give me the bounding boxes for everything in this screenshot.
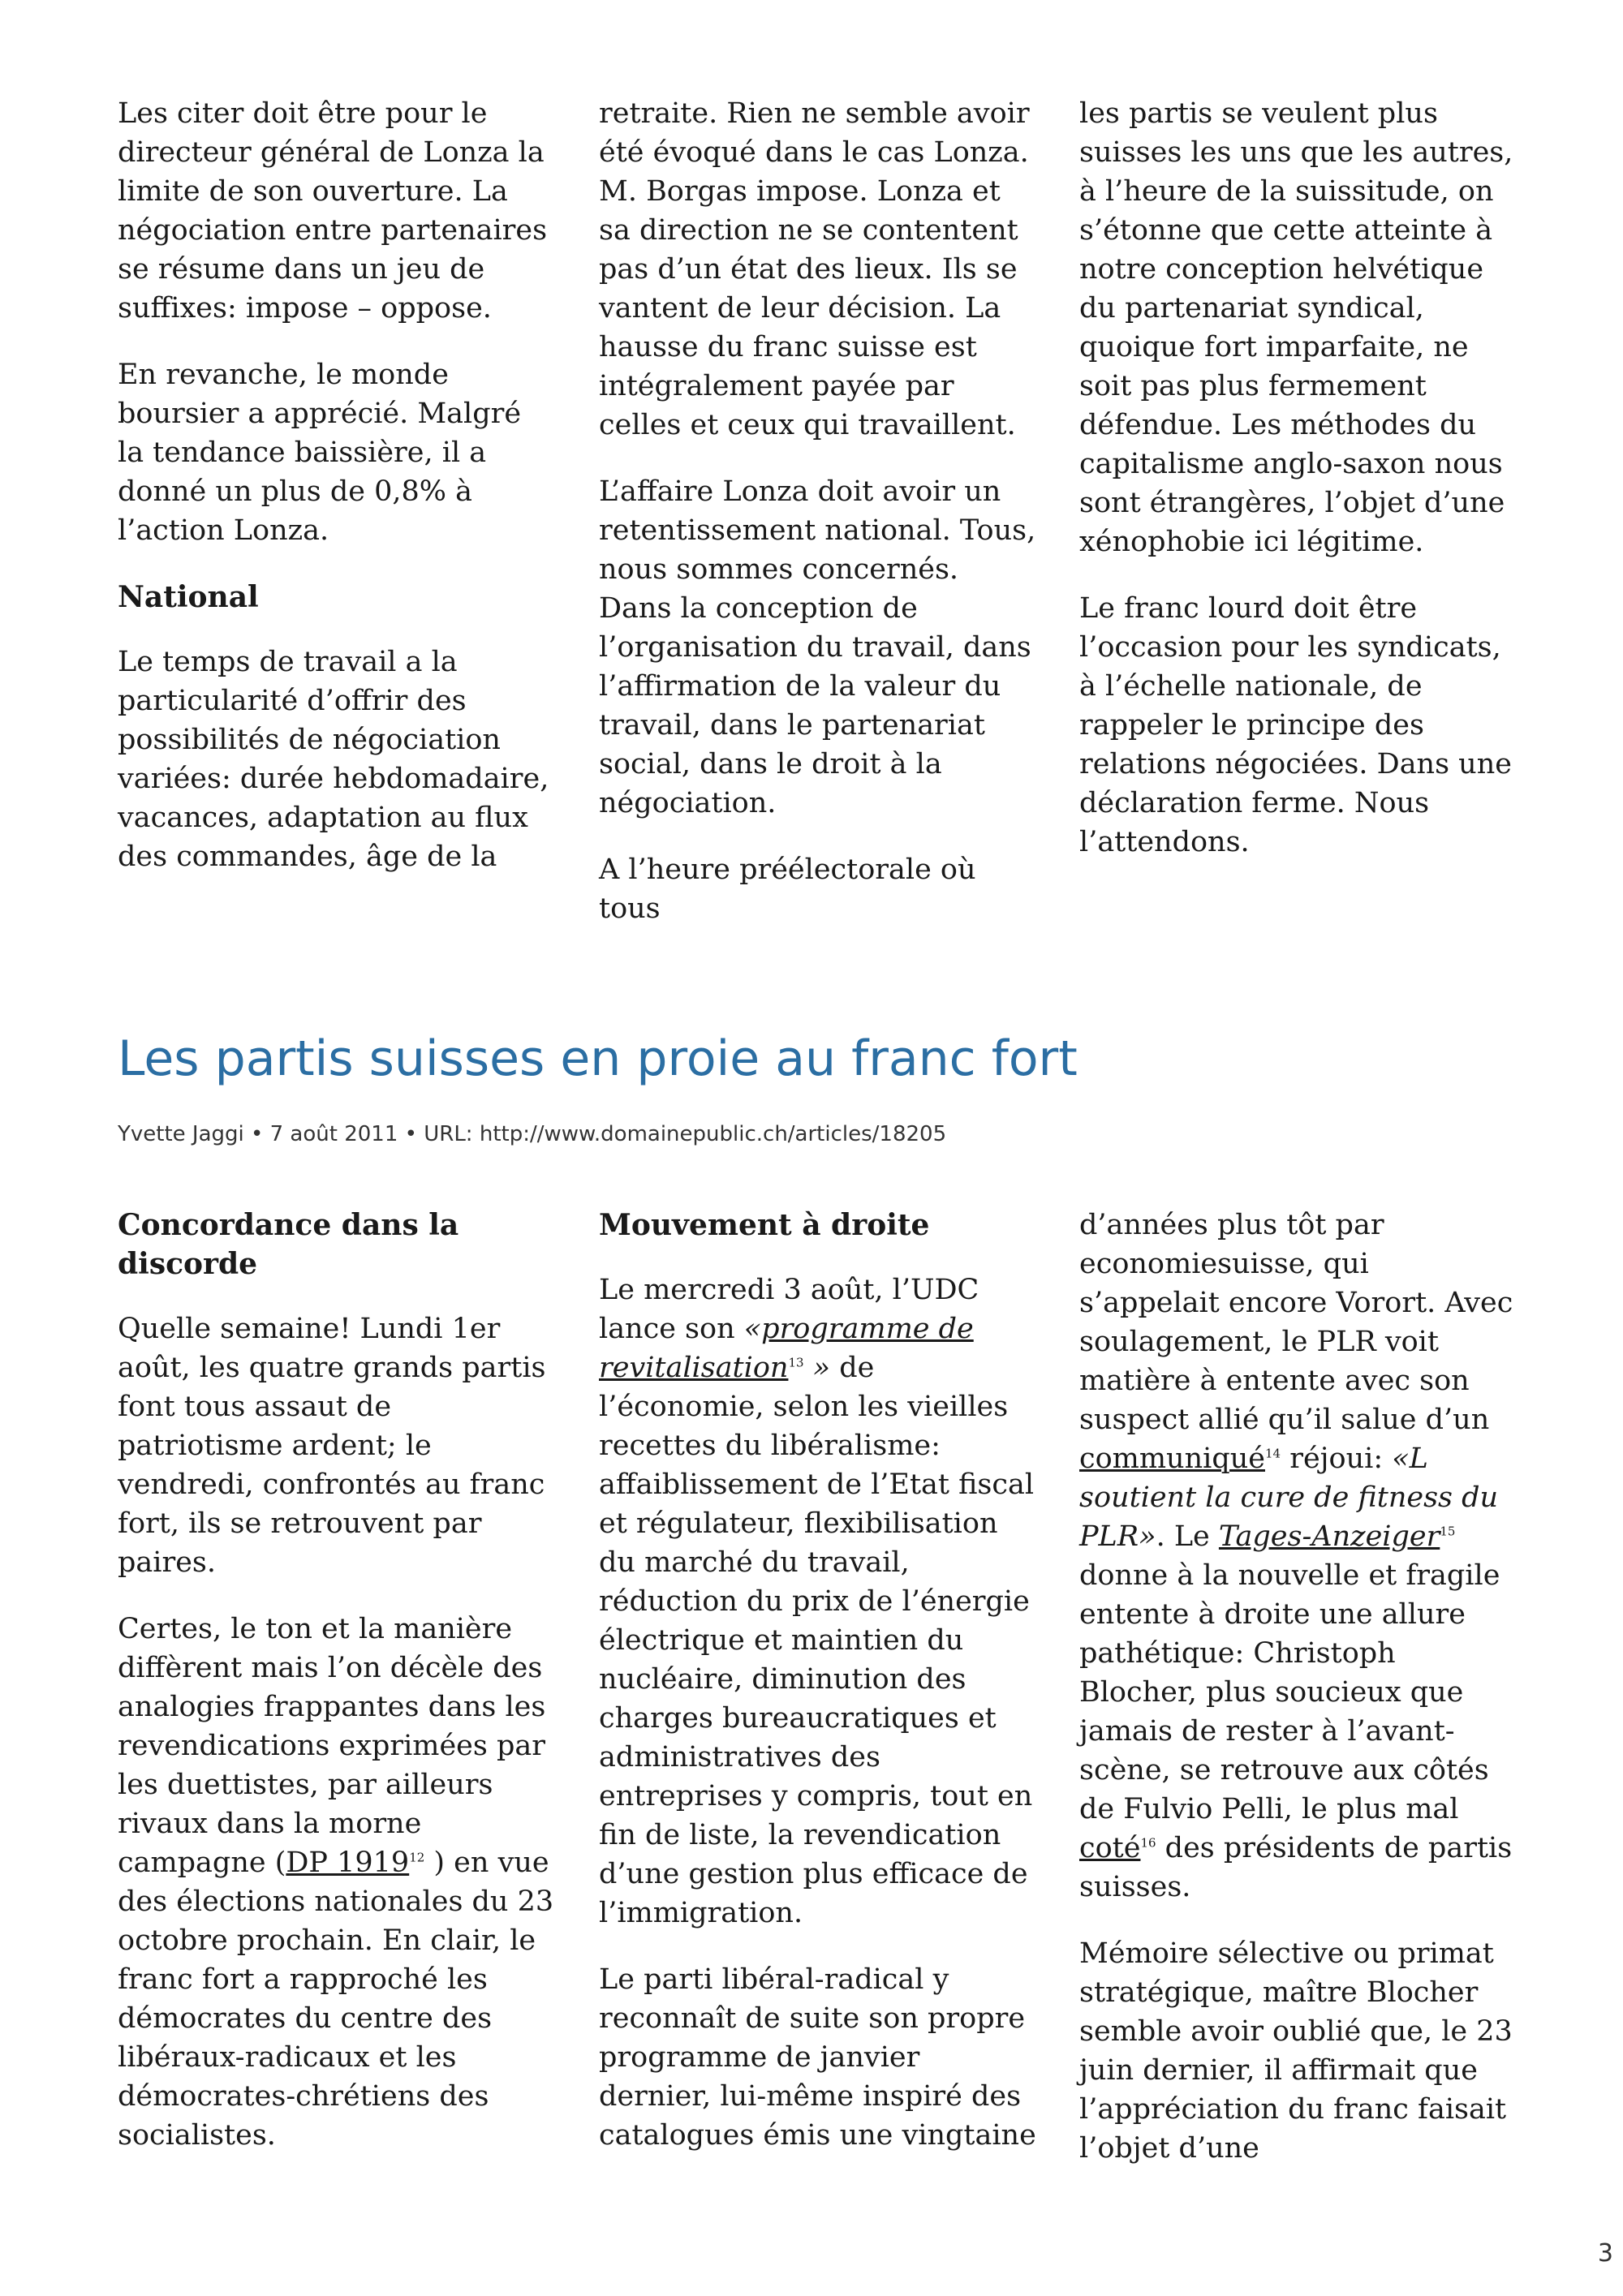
paragraph [599, 1271, 1037, 1933]
text-run: donne à la nouvelle et fragile entente à droite une allure pathétique: Christoph Blocher, plus soucieux que jamais de rester à l’avant-scène, se retrouve aux côtés de Fulvio Pelli, le plus mal [1079, 1559, 1500, 1825]
text-run: réjoui: [1281, 1443, 1393, 1475]
communique-link[interactable]: communiqué [1079, 1443, 1265, 1475]
paragraph: Le parti libéral-radical y reconnaît de suite son propre programme de janvier dernier, lui-même inspiré des catalogues émis une vingtaine [599, 1963, 1036, 2152]
quote-open: « [743, 1313, 762, 1345]
paragraph: Mémoire sélective ou primat stratégique, maître Blocher semble avoir oublié que, le 23 juin dernier, il affirmait que l’appréciation du franc faisait l’objet d’une [1079, 1937, 1513, 2165]
top-column-1 [118, 94, 556, 904]
section-heading: National [118, 580, 259, 614]
paragraph: Quelle semaine! Lundi 1er août, les quatre grands partis font tous assaut de patriotisme ardent; le vendredi, confrontés au franc fort, ils se retrouvent par paires. [118, 1313, 546, 1579]
footnote-ref: 15 [1440, 1524, 1456, 1539]
bottom-column-2 [599, 1206, 1037, 2182]
text-run: des présidents de partis suisses. [1079, 1832, 1513, 1903]
paragraph [118, 1610, 556, 2155]
article-byline: Yvette Jaggi • 7 août 2011 • URL: http://www.domainepublic.ch/articles/18205 [118, 1122, 947, 1146]
page-number: 3 [1597, 2239, 1613, 2268]
link-text: Tages-Anzeiger [1218, 1520, 1440, 1553]
paragraph: retraite. Rien ne semble avoir été évoqué dans le cas Lonza. M. Borgas impose. Lonza et sa direction ne se contentent pas d’un état des lieux. Ils se vantent de leur décision. La hausse du franc suisse est intégralement payée par celles et ceux qui travaillent. [599, 97, 1030, 441]
paragraph: les partis se veulent plus suisses les uns que les autres, à l’heure de la suissitude, on s’étonne que cette atteinte à notre conception helvétique du partenariat syndical, quoique fort imparfaite, ne soit pas plus fermement défendue. Les méthodes du capitalisme anglo-saxon nous sont étrangères, l’objet d’une xénophobie ici légitime. [1079, 97, 1513, 558]
top-column-2 [599, 94, 1037, 956]
text-run: d’années plus tôt par economiesuisse, qui s’appelait encore Vorort. Avec soulagement, le PLR voit matière à entente avec son suspect allié qu’il salue d’un [1079, 1209, 1513, 1436]
paragraph: En revanche, le monde boursier a apprécié. Malgré la tendance baissière, il a donné un plus de 0,8% à l’action Lonza. [118, 359, 522, 547]
top-column-3 [1079, 94, 1518, 889]
paragraph: A l’heure préélectorale où tous [599, 853, 976, 925]
paragraph: L’affaire Lonza doit avoir un retentissement national. Tous, nous sommes concernés. Dans la conception de l’organisation du travail, dans l’affirmation de la valeur du travail, dans le partenariat social, dans le droit à la négociation. [599, 475, 1036, 819]
article-title: Les partis suisses en proie au franc fort [118, 1030, 1078, 1087]
quote-close: » [803, 1352, 831, 1384]
text-run: ) en vue des élections nationales du 23 octobre prochain. En clair, le franc fort a rapproché les démocrates du centre des libéraux-radicaux et les démocrates-chrétiens des socialistes. [118, 1847, 554, 2152]
text-run: de l’économie, selon les vieilles recettes du libéralisme: affaiblissement de l’Etat fiscal et régulateur, flexibilisation du marché du travail, réduction du prix de l’énergie électrique et maintien du nucléaire, diminution des charges bureaucratiques et administratives des entreprises y compris, tout en fin de liste, la revendication d’une gestion plus efficace de l’immigration. [599, 1352, 1035, 1929]
link-text: programme de revitalisation [599, 1313, 974, 1384]
footnote-ref: 13 [788, 1355, 804, 1370]
text-run: Certes, le ton et la manière diffèrent mais l’on décèle des analogies frappantes dans les revendications exprimées par les duettistes, par ailleurs rivaux dans la morne campagne ( [118, 1613, 546, 1879]
paragraph: Le franc lourd doit être l’occasion pour les syndicats, à l’échelle nationale, de rappeler le principe des relations négociées. Dans une déclaration ferme. Nous l’attendons. [1079, 592, 1512, 858]
dp-1919-link[interactable]: DP 1919 [286, 1847, 410, 1879]
section-heading: Mouvement à droite [599, 1208, 930, 1242]
paragraph [1079, 1206, 1518, 1907]
footnote-ref: 16 [1140, 1835, 1156, 1851]
cote-link[interactable]: coté [1079, 1832, 1141, 1864]
footnote-ref: 12 [409, 1850, 425, 1865]
footnote-ref: 14 [1265, 1446, 1281, 1461]
paragraph: Le temps de travail a la particularité d’offrir des possibilités de négociation variées: durée hebdomadaire, vacances, adaptation au flux des commandes, âge de la [118, 646, 549, 873]
text-run: Le mercredi 3 août, l’UDC lance son [599, 1274, 979, 1345]
paragraph: Les citer doit être pour le directeur général de Lonza la limite de son ouverture. La négociation entre partenaires se résume dans un jeu de suffixes: impose – oppose. [118, 97, 548, 325]
bottom-column-1 [118, 1206, 556, 2182]
bottom-column-3 [1079, 1206, 1518, 2195]
quote-text: «L soutient la cure de fitness du PLR» [1079, 1443, 1499, 1553]
section-heading: Concordance dans la discorde [118, 1208, 459, 1281]
text-run: . Le [1156, 1520, 1219, 1553]
tages-anzeiger-link[interactable] [1219, 1520, 1440, 1553]
